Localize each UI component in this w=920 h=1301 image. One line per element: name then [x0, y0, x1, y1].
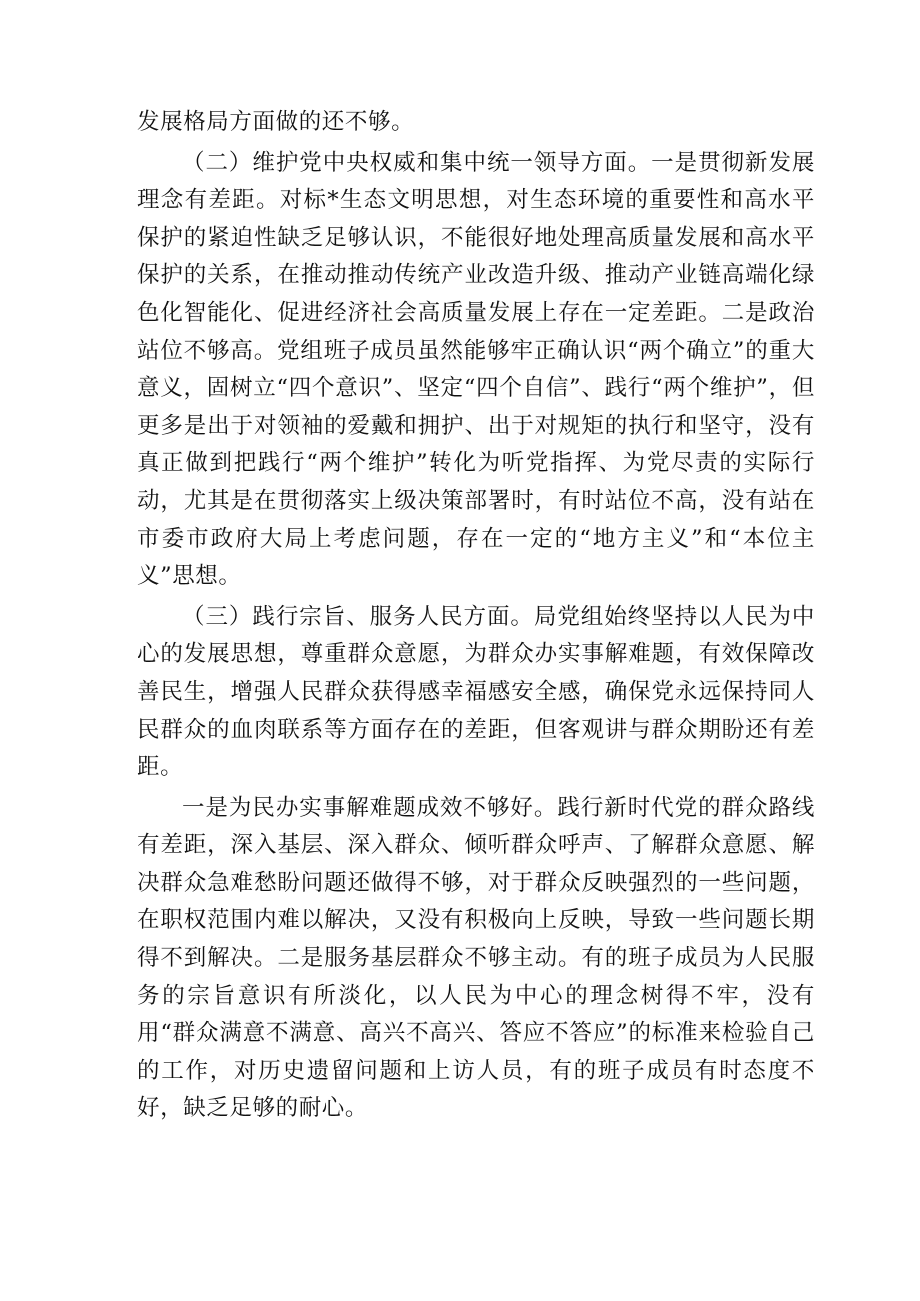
paragraph-problems: 一是为民办实事解难题成效不够好。践行新时代党的群众路线有差距，深入基层、深入群众、倾听群众呼声、了解群众意愿、解决群众急难愁盼问题还做得不够，对于群众反映强烈的一些问题，在职权范围内难以解决，又没有积极向上反映，导致一些问题长期得不到解决。二是服务基层群众不够主动。有的班子成员为人民服务的宗旨意识有所淡化，以人民为中心的理念树得不牢，没有用“群众满意不满意、高兴不高兴、答应不答应”的标准来检验自己的工作，对历史遗留问题和上访人员，有的班子成员有时态度不好，缺乏足够的耐心。: [137, 794, 815, 1122]
paragraph-continuation: 发展格局方面做的还不够。: [137, 109, 415, 135]
paragraph-section-three: （三）践行宗旨、服务人民方面。局党组始终坚持以人民为中心的发展思想，尊重群众意愿，为群众办实事解难题，有效保障改善民生，增强人民群众获得感幸福感安全感，确保党永远保持同人民群众的血肉联系等方面存在的差距，但客观讲与群众期盼还有差距。: [137, 603, 815, 781]
document-body: [137, 104, 815, 1128]
paragraph-section-two: （二）维护党中央权威和集中统一领导方面。一是贯彻新发展理念有差距。对标*生态文明思想，对生态环境的重要性和高水平保护的紧迫性缺乏足够认识，不能很好地处理高质量发展和高水平保护的关系，在推动推动传统产业改造升级、推动产业链高端化绿色化智能化、促进经济社会高质量发展上存在一定差距。二是政治站位不够高。党组班子成员虽然能够牢正确认识“两个确立”的重大意义，固树立“四个意识”、坚定“四个自信”、践行“两个维护”，但更多是出于对领袖的爱戴和拥护、出于对规矩的执行和坚守，没有真正做到把践行“两个维护”转化为听党指挥、为党尽责的实际行动，尤其是在贯彻落实上级决策部署时，有时站位不高，没有站在市委市政府大局上考虑问题，存在一定的“地方主义”和“本位主义”思想。: [137, 149, 815, 590]
